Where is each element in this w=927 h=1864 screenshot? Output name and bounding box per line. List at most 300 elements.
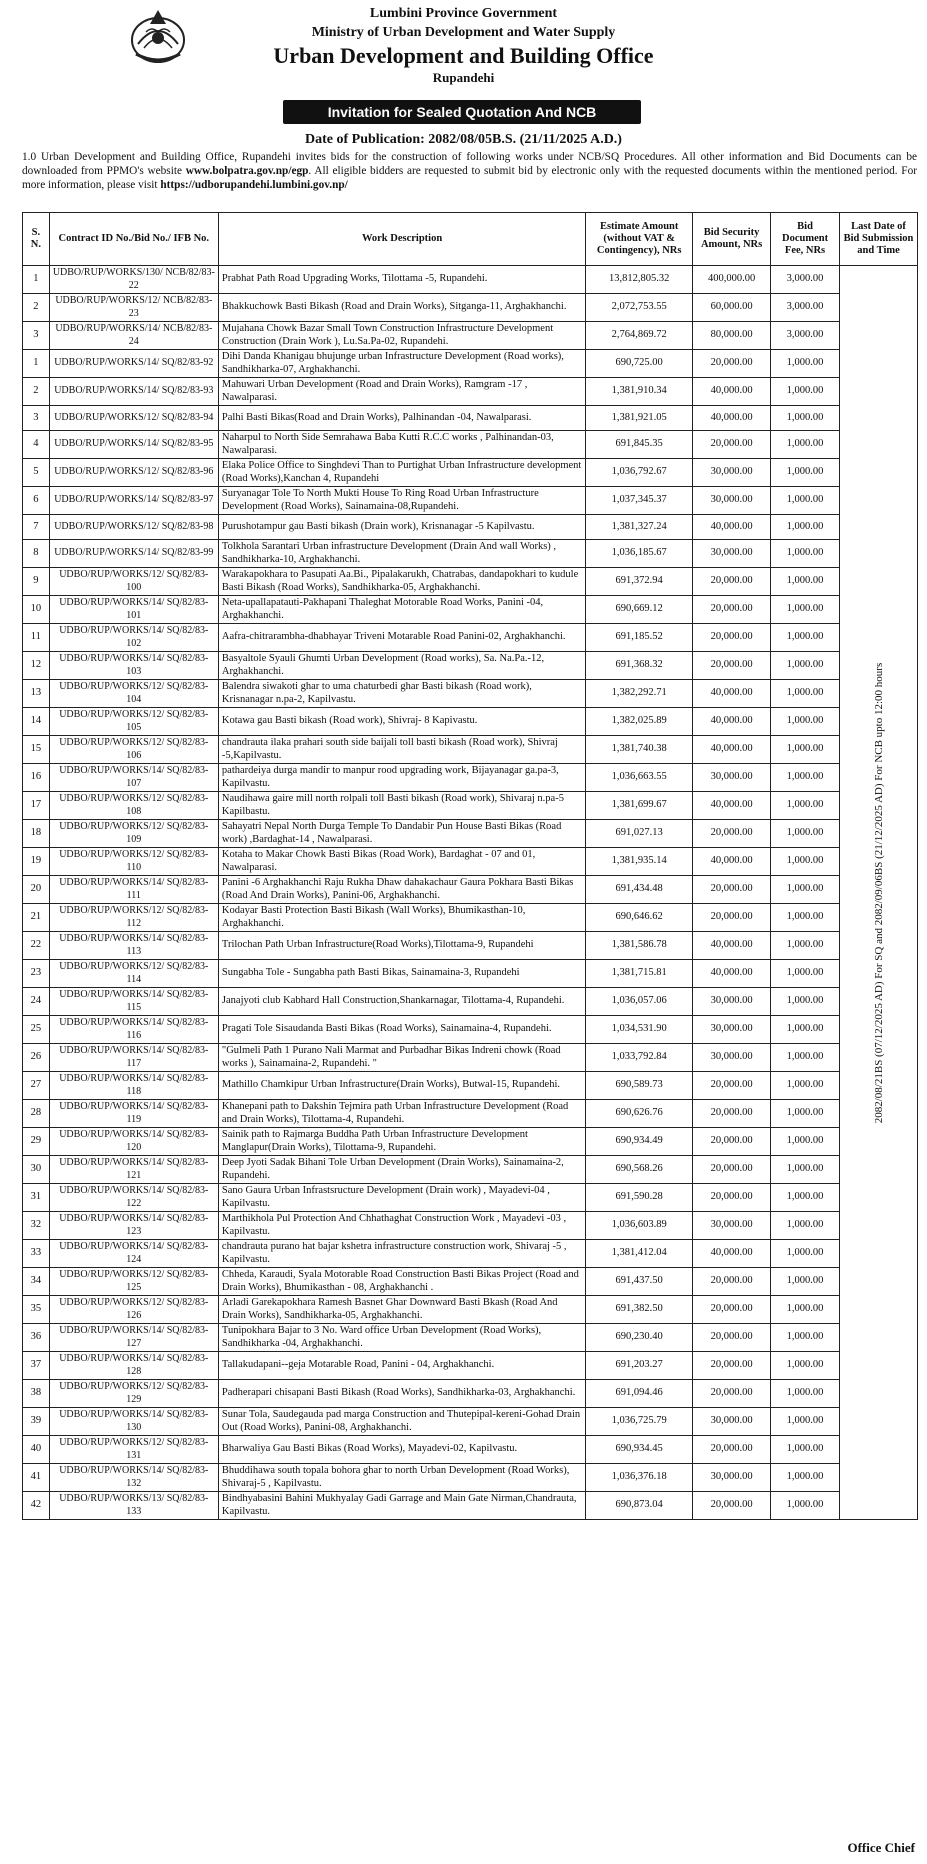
row-sn: 10: [23, 596, 50, 624]
header-contract-id: Contract ID No./Bid No./ IFB No.: [49, 213, 218, 266]
row-description: Panini -6 Arghakhanchi Raju Rukha Dhaw dahakachaur Gaura Pokhara Basti Bikas (Road And Drain Works), Panini-06, Arghakhanchi.: [218, 876, 585, 904]
row-sn: 29: [23, 1128, 50, 1156]
row-contract-id: UDBO/RUP/WORKS/14/ SQ/82/83-119: [49, 1100, 218, 1128]
row-estimate: 690,873.04: [586, 1492, 693, 1520]
row-contract-id: UDBO/RUP/WORKS/14/ SQ/82/83-130: [49, 1408, 218, 1436]
row-description: Dihi Danda Khanigau bhujunge urban Infrastructure Development (Road works), Sandhikharka-07, Arghakhanchi.: [218, 350, 585, 378]
row-contract-id: UDBO/RUP/WORKS/12/ SQ/82/83-94: [49, 406, 218, 431]
row-contract-id: UDBO/RUP/WORKS/14/ SQ/82/83-124: [49, 1240, 218, 1268]
row-description: Sainik path to Rajmarga Buddha Path Urban Infrastructure Development Manglapur(Drain Works), Tilottama-9, Rupandehi.: [218, 1128, 585, 1156]
row-estimate: 1,033,792.84: [586, 1044, 693, 1072]
row-sn: 23: [23, 960, 50, 988]
table-row: [23, 1408, 918, 1436]
row-description: Kodayar Basti Protection Basti Bikash (Wall Works), Bhumikasthan-10, Arghakhanchi.: [218, 904, 585, 932]
row-description: Deep Jyoti Sadak Bihani Tole Urban Development (Drain Works), Sainamaina-2, Rupandehi.: [218, 1156, 585, 1184]
row-description: Prabhat Path Road Upgrading Works, Tilottama -5, Rupandehi.: [218, 266, 585, 294]
row-security: 30,000.00: [693, 988, 771, 1016]
row-sn: 33: [23, 1240, 50, 1268]
table-row: [23, 652, 918, 680]
table-row: [23, 487, 918, 515]
row-estimate: 690,934.45: [586, 1436, 693, 1464]
row-estimate: 1,381,327.24: [586, 515, 693, 540]
row-estimate: 690,568.26: [586, 1156, 693, 1184]
row-doc-fee: 1,000.00: [771, 515, 840, 540]
row-security: 20,000.00: [693, 1268, 771, 1296]
row-sn: 38: [23, 1380, 50, 1408]
notice-title-banner: Invitation for Sealed Quotation And NCB: [283, 100, 641, 124]
row-contract-id: UDBO/RUP/WORKS/12/ SQ/82/83-105: [49, 708, 218, 736]
table-row: [23, 515, 918, 540]
row-doc-fee: 1,000.00: [771, 1436, 840, 1464]
government-name: Lumbini Province Government: [369, 6, 558, 21]
ppmo-website-link[interactable]: www.bolpatra.gov.np/egp: [185, 165, 309, 177]
table-row: [23, 350, 918, 378]
row-contract-id: UDBO/RUP/WORKS/14/ SQ/82/83-122: [49, 1184, 218, 1212]
table-row: [23, 876, 918, 904]
row-contract-id: UDBO/RUP/WORKS/14/ SQ/82/83-101: [49, 596, 218, 624]
row-estimate: 13,812,805.32: [586, 266, 693, 294]
row-description: Marthikhola Pul Protection And Chhathaghat Construction Work , Mayadevi -03 , Kapilvastu.: [218, 1212, 585, 1240]
row-sn: 26: [23, 1044, 50, 1072]
row-doc-fee: 1,000.00: [771, 932, 840, 960]
table-row: [23, 792, 918, 820]
table-row: [23, 1240, 918, 1268]
table-row: [23, 1156, 918, 1184]
row-security: 20,000.00: [693, 652, 771, 680]
row-security: 20,000.00: [693, 350, 771, 378]
table-row: [23, 1464, 918, 1492]
header-description: Work Description: [218, 213, 585, 266]
row-estimate: 691,368.32: [586, 652, 693, 680]
row-contract-id: UDBO/RUP/WORKS/14/ SQ/82/83-128: [49, 1352, 218, 1380]
row-estimate: 691,590.28: [586, 1184, 693, 1212]
row-description: Basyaltole Syauli Ghumti Urban Development (Road works), Sa. Na.Pa.-12, Arghakhanchi.: [218, 652, 585, 680]
row-sn: 8: [23, 540, 50, 568]
table-row: [23, 1044, 918, 1072]
row-estimate: 691,437.50: [586, 1268, 693, 1296]
table-row: [23, 1324, 918, 1352]
row-description: "Gulmeli Path 1 Purano Nali Marmat and Purbadhar Bikas Indreni chowk (Road works ), Sainamaina-2, Rupandehi. ": [218, 1044, 585, 1072]
row-contract-id: UDBO/RUP/WORKS/12/ SQ/82/83-110: [49, 848, 218, 876]
row-doc-fee: 1,000.00: [771, 596, 840, 624]
row-security: 30,000.00: [693, 1464, 771, 1492]
row-sn: 6: [23, 487, 50, 515]
row-sn: 1: [23, 350, 50, 378]
row-doc-fee: 1,000.00: [771, 736, 840, 764]
row-description: Sano Gaura Urban Infrastsructure Development (Drain work) , Mayadevi-04 , Kapilvastu.: [218, 1184, 585, 1212]
row-estimate: 691,434.48: [586, 876, 693, 904]
row-doc-fee: 1,000.00: [771, 848, 840, 876]
row-security: 20,000.00: [693, 876, 771, 904]
row-contract-id: UDBO/RUP/WORKS/14/ SQ/82/83-92: [49, 350, 218, 378]
row-estimate: 690,646.62: [586, 904, 693, 932]
row-estimate: 690,626.76: [586, 1100, 693, 1128]
row-estimate: 1,036,603.89: [586, 1212, 693, 1240]
row-contract-id: UDBO/RUP/WORKS/14/ SQ/82/83-127: [49, 1324, 218, 1352]
row-estimate: 691,094.46: [586, 1380, 693, 1408]
row-contract-id: UDBO/RUP/WORKS/14/ SQ/82/83-115: [49, 988, 218, 1016]
row-security: 30,000.00: [693, 1044, 771, 1072]
row-doc-fee: 1,000.00: [771, 1072, 840, 1100]
intro-paragraph: [22, 150, 917, 192]
row-contract-id: UDBO/RUP/WORKS/12/ SQ/82/83-126: [49, 1296, 218, 1324]
row-sn: 1: [23, 266, 50, 294]
row-security: 40,000.00: [693, 378, 771, 406]
row-doc-fee: 1,000.00: [771, 1492, 840, 1520]
row-estimate: 691,203.27: [586, 1352, 693, 1380]
table-row: [23, 1352, 918, 1380]
row-description: Aafra-chitrarambha-dhabhayar Triveni Motarable Road Panini-02, Arghakhanchi.: [218, 624, 585, 652]
row-estimate: 1,036,792.67: [586, 459, 693, 487]
row-estimate: 690,725.00: [586, 350, 693, 378]
row-description: Suryanagar Tole To North Mukti House To Ring Road Urban Infrastructure Development (Road Works), Sainamaina-08,Rupandehi.: [218, 487, 585, 515]
row-description: Balendra siwakoti ghar to uma chaturbedi ghar Basti bikash (Road work), Krisnanagar n.pa-2, Kapilvastu.: [218, 680, 585, 708]
row-estimate: 2,072,753.55: [586, 294, 693, 322]
row-sn: 18: [23, 820, 50, 848]
row-description: Tallakudapani--geja Motarable Road, Panini - 04, Arghakhanchi.: [218, 1352, 585, 1380]
row-doc-fee: 1,000.00: [771, 988, 840, 1016]
row-sn: 20: [23, 876, 50, 904]
table-row: [23, 1212, 918, 1240]
row-estimate: 691,372.94: [586, 568, 693, 596]
row-doc-fee: 1,000.00: [771, 1464, 840, 1492]
row-sn: 37: [23, 1352, 50, 1380]
row-description: Arladi Garekapokhara Ramesh Basnet Ghar Downward Basti Bkash (Road And Drain Works), Sandhikharka-05, Arghakhanchi.: [218, 1296, 585, 1324]
row-contract-id: UDBO/RUP/WORKS/12/ SQ/82/83-106: [49, 736, 218, 764]
row-contract-id: UDBO/RUP/WORKS/14/ SQ/82/83-93: [49, 378, 218, 406]
table-row: [23, 294, 918, 322]
row-sn: 41: [23, 1464, 50, 1492]
row-security: 30,000.00: [693, 1408, 771, 1436]
row-contract-id: UDBO/RUP/WORKS/14/ SQ/82/83-102: [49, 624, 218, 652]
row-description: Padherapari chisapani Basti Bikash (Road Works), Sandhikharka-03, Arghakhanchi.: [218, 1380, 585, 1408]
table-body: [23, 266, 918, 1520]
row-doc-fee: 1,000.00: [771, 652, 840, 680]
intro-text-2: . All eligible bidders are requested to submit bid by electronic only with the requested documents within the mentioned period. For more information, please visit: [22, 165, 917, 191]
row-security: 30,000.00: [693, 1016, 771, 1044]
row-sn: 14: [23, 708, 50, 736]
row-contract-id: UDBO/RUP/WORKS/12/ NCB/82/83-23: [49, 294, 218, 322]
row-security: 20,000.00: [693, 1156, 771, 1184]
row-sn: 25: [23, 1016, 50, 1044]
row-security: 20,000.00: [693, 1324, 771, 1352]
table-row: [23, 431, 918, 459]
row-contract-id: UDBO/RUP/WORKS/14/ SQ/82/83-117: [49, 1044, 218, 1072]
row-contract-id: UDBO/RUP/WORKS/12/ SQ/82/83-104: [49, 680, 218, 708]
row-security: 20,000.00: [693, 568, 771, 596]
row-security: 30,000.00: [693, 540, 771, 568]
row-contract-id: UDBO/RUP/WORKS/130/ NCB/82/83-22: [49, 266, 218, 294]
row-doc-fee: 1,000.00: [771, 1100, 840, 1128]
row-contract-id: UDBO/RUP/WORKS/12/ SQ/82/83-100: [49, 568, 218, 596]
row-contract-id: UDBO/RUP/WORKS/14/ SQ/82/83-103: [49, 652, 218, 680]
row-sn: 22: [23, 932, 50, 960]
table-row: [23, 1268, 918, 1296]
row-security: 40,000.00: [693, 515, 771, 540]
notice-header: [0, 0, 927, 120]
row-security: 80,000.00: [693, 322, 771, 350]
row-doc-fee: 1,000.00: [771, 680, 840, 708]
row-sn: 17: [23, 792, 50, 820]
row-doc-fee: 1,000.00: [771, 1044, 840, 1072]
row-doc-fee: 1,000.00: [771, 1184, 840, 1212]
row-contract-id: UDBO/RUP/WORKS/14/ SQ/82/83-132: [49, 1464, 218, 1492]
row-sn: 28: [23, 1100, 50, 1128]
row-estimate: 1,382,292.71: [586, 680, 693, 708]
row-sn: 30: [23, 1156, 50, 1184]
table-row: [23, 266, 918, 294]
row-sn: 27: [23, 1072, 50, 1100]
row-security: 40,000.00: [693, 792, 771, 820]
row-sn: 2: [23, 294, 50, 322]
row-sn: 4: [23, 431, 50, 459]
table-row: [23, 322, 918, 350]
row-description: Trilochan Path Urban Infrastructure(Road Works),Tilottama-9, Rupandehi: [218, 932, 585, 960]
tender-table: [22, 212, 918, 1520]
row-security: 30,000.00: [693, 487, 771, 515]
row-sn: 11: [23, 624, 50, 652]
office-location: Rupandehi: [432, 70, 495, 85]
row-description: Sunar Tola, Saudegauda pad marga Construction and Thutepipal-kereni-Gohad Drain Out (Road Works), Panini-08, Arghakhanchi.: [218, 1408, 585, 1436]
table-row: [23, 624, 918, 652]
row-security: 20,000.00: [693, 820, 771, 848]
row-estimate: 1,381,935.14: [586, 848, 693, 876]
row-doc-fee: 1,000.00: [771, 904, 840, 932]
table-row: [23, 596, 918, 624]
table-row: [23, 1380, 918, 1408]
table-row: [23, 736, 918, 764]
row-description: Bharwaliya Gau Basti Bikas (Road Works), Mayadevi-02, Kapilvastu.: [218, 1436, 585, 1464]
table-row: [23, 1128, 918, 1156]
row-description: Kotaha to Makar Chowk Basti Bikas (Road Work), Bardaghat - 07 and 01, Nawalparasi.: [218, 848, 585, 876]
row-estimate: 1,037,345.37: [586, 487, 693, 515]
row-description: Bhakkuchowk Basti Bikash (Road and Drain Works), Sitganga-11, Arghakhanchi.: [218, 294, 585, 322]
row-doc-fee: 1,000.00: [771, 624, 840, 652]
row-contract-id: UDBO/RUP/WORKS/14/ SQ/82/83-97: [49, 487, 218, 515]
row-contract-id: UDBO/RUP/WORKS/14/ SQ/82/83-111: [49, 876, 218, 904]
row-contract-id: UDBO/RUP/WORKS/14/ SQ/82/83-118: [49, 1072, 218, 1100]
row-security: 20,000.00: [693, 431, 771, 459]
row-doc-fee: 1,000.00: [771, 1352, 840, 1380]
row-doc-fee: 1,000.00: [771, 487, 840, 515]
row-description: Janajyoti club Kabhard Hall Construction,Shankarnagar, Tilottama-4, Rupandehi.: [218, 988, 585, 1016]
table-header-row: [23, 213, 918, 266]
row-estimate: 691,027.13: [586, 820, 693, 848]
row-doc-fee: 1,000.00: [771, 406, 840, 431]
row-description: Bhuddihawa south topala bohora ghar to north Urban Development (Road Works), Shivaraj-5 , Kapilvastu.: [218, 1464, 585, 1492]
row-security: 40,000.00: [693, 680, 771, 708]
row-description: Mujahana Chowk Bazar Small Town Construction Infrastructure Development Construction (Drain Work ), Lu.Sa.Pa-02, Rupandehi.: [218, 322, 585, 350]
office-name: Urban Development and Building Office: [273, 43, 654, 68]
row-sn: 15: [23, 736, 50, 764]
table-row: [23, 1296, 918, 1324]
header-sn: S. N.: [23, 213, 50, 266]
row-doc-fee: 1,000.00: [771, 1016, 840, 1044]
row-sn: 7: [23, 515, 50, 540]
row-contract-id: UDBO/RUP/WORKS/12/ SQ/82/83-108: [49, 792, 218, 820]
row-contract-id: UDBO/RUP/WORKS/12/ SQ/82/83-114: [49, 960, 218, 988]
row-security: 30,000.00: [693, 764, 771, 792]
row-estimate: 1,381,715.81: [586, 960, 693, 988]
row-description: Sungabha Tole - Sungabha path Basti Bikas, Sainamaina-3, Rupandehi: [218, 960, 585, 988]
row-description: Tunipokhara Bajar to 3 No. Ward office Urban Development (Road Works), Sandhikharka -04, Arghakhanchi.: [218, 1324, 585, 1352]
row-estimate: 1,034,531.90: [586, 1016, 693, 1044]
table-row: [23, 406, 918, 431]
row-estimate: 1,381,412.04: [586, 1240, 693, 1268]
row-sn: 9: [23, 568, 50, 596]
header-estimate: Estimate Amount (without VAT & Contingency), NRs: [586, 213, 693, 266]
row-sn: 34: [23, 1268, 50, 1296]
row-estimate: 1,036,663.55: [586, 764, 693, 792]
row-doc-fee: 1,000.00: [771, 1268, 840, 1296]
table-row: [23, 708, 918, 736]
row-security: 20,000.00: [693, 1492, 771, 1520]
table-row: [23, 459, 918, 487]
row-security: 40,000.00: [693, 848, 771, 876]
row-sn: 19: [23, 848, 50, 876]
table-row: [23, 680, 918, 708]
row-description: Naudihawa gaire mill north rolpali toll Basti bikash (Road work), Shivaraj n.pa-5 Kapilbastu.: [218, 792, 585, 820]
row-doc-fee: 1,000.00: [771, 1324, 840, 1352]
row-security: 60,000.00: [693, 294, 771, 322]
table-row: [23, 1016, 918, 1044]
row-estimate: 691,845.35: [586, 431, 693, 459]
table-row: [23, 1184, 918, 1212]
deadline-text: 2082/08/21BS (07/12/2025 AD) For SQ and 2082/09/06BS (21/12/2025 AD) For NCB upto 12:00 hours: [872, 662, 885, 1123]
row-security: 20,000.00: [693, 596, 771, 624]
row-sn: 31: [23, 1184, 50, 1212]
row-security: 40,000.00: [693, 736, 771, 764]
row-security: 20,000.00: [693, 624, 771, 652]
row-contract-id: UDBO/RUP/WORKS/12/ SQ/82/83-109: [49, 820, 218, 848]
row-doc-fee: 1,000.00: [771, 820, 840, 848]
row-contract-id: UDBO/RUP/WORKS/14/ SQ/82/83-121: [49, 1156, 218, 1184]
row-doc-fee: 1,000.00: [771, 459, 840, 487]
row-sn: 42: [23, 1492, 50, 1520]
row-contract-id: UDBO/RUP/WORKS/13/ SQ/82/83-133: [49, 1492, 218, 1520]
row-security: 40,000.00: [693, 1240, 771, 1268]
ministry-name: Ministry of Urban Development and Water Supply: [311, 25, 616, 40]
row-sn: 5: [23, 459, 50, 487]
table-row: [23, 1100, 918, 1128]
row-estimate: 691,382.50: [586, 1296, 693, 1324]
table-row: [23, 932, 918, 960]
intro-text-1: 1.0 Urban Development and Building Office, Rupandehi invites bids for the construction of following works under NCB/SQ Procedures. All other information and Bid Documents can be downloaded from PPMO's website: [22, 151, 917, 177]
row-sn: 3: [23, 322, 50, 350]
row-contract-id: UDBO/RUP/WORKS/12/ SQ/82/83-112: [49, 904, 218, 932]
row-doc-fee: 1,000.00: [771, 1408, 840, 1436]
row-description: Kotawa gau Basti bikash (Road work), Shivraj- 8 Kapivastu.: [218, 708, 585, 736]
row-security: 400,000.00: [693, 266, 771, 294]
row-estimate: 1,036,185.67: [586, 540, 693, 568]
row-security: 20,000.00: [693, 1184, 771, 1212]
row-description: Naharpul to North Side Semrahawa Baba Kutti R.C.C works , Palhinandan-03, Nawalparasi.: [218, 431, 585, 459]
table-row: [23, 988, 918, 1016]
row-security: 40,000.00: [693, 406, 771, 431]
row-contract-id: UDBO/RUP/WORKS/14/ SQ/82/83-116: [49, 1016, 218, 1044]
row-doc-fee: 1,000.00: [771, 350, 840, 378]
row-estimate: 690,934.49: [586, 1128, 693, 1156]
table-row: [23, 960, 918, 988]
row-doc-fee: 3,000.00: [771, 266, 840, 294]
row-description: chandrauta purano hat bajar kshetra infrastructure construction work, Shivaraj -5 , Kapilvastu.: [218, 1240, 585, 1268]
row-description: Tolkhola Sarantari Urban infrastructure Development (Drain And wall Works) , Sandhikharka-10, Arghakhanchi.: [218, 540, 585, 568]
row-estimate: 1,036,057.06: [586, 988, 693, 1016]
row-description: Pragati Tole Sisaudanda Basti Bikas (Road Works), Sainamaina-4, Rupandehi.: [218, 1016, 585, 1044]
row-security: 20,000.00: [693, 1296, 771, 1324]
row-description: Palhi Basti Bikas(Road and Drain Works), Palhinandan -04, Nawalparasi.: [218, 406, 585, 431]
row-contract-id: UDBO/RUP/WORKS/14/ SQ/82/83-123: [49, 1212, 218, 1240]
table-row: [23, 378, 918, 406]
row-doc-fee: 1,000.00: [771, 540, 840, 568]
row-estimate: 690,669.12: [586, 596, 693, 624]
row-description: chandrauta ilaka prahari south side baijali toll basti bikash (Road work), Shivraj -5,Kapilvastu.: [218, 736, 585, 764]
row-doc-fee: 3,000.00: [771, 294, 840, 322]
row-estimate: 1,381,586.78: [586, 932, 693, 960]
header-doc-fee: Bid Document Fee, NRs: [771, 213, 840, 266]
row-contract-id: UDBO/RUP/WORKS/14/ SQ/82/83-95: [49, 431, 218, 459]
row-contract-id: UDBO/RUP/WORKS/12/ SQ/82/83-96: [49, 459, 218, 487]
row-contract-id: UDBO/RUP/WORKS/14/ NCB/82/83-24: [49, 322, 218, 350]
row-estimate: 2,764,869.72: [586, 322, 693, 350]
office-website-link[interactable]: https://udborupandehi.lumbini.gov.np/: [160, 179, 348, 191]
row-sn: 3: [23, 406, 50, 431]
row-description: Bindhyabasini Bahini Mukhyalay Gadi Garrage and Main Gate Nirman,Chandrauta, Kapilvastu.: [218, 1492, 585, 1520]
row-contract-id: UDBO/RUP/WORKS/12/ SQ/82/83-129: [49, 1380, 218, 1408]
row-doc-fee: 1,000.00: [771, 1128, 840, 1156]
row-doc-fee: 1,000.00: [771, 960, 840, 988]
row-estimate: 690,589.73: [586, 1072, 693, 1100]
row-description: pathardeiya durga mandir to manpur rood upgrading work, Bijayanagar ga.pa-3, Kapilvastu.: [218, 764, 585, 792]
row-security: 20,000.00: [693, 1128, 771, 1156]
row-contract-id: UDBO/RUP/WORKS/14/ SQ/82/83-107: [49, 764, 218, 792]
row-doc-fee: 1,000.00: [771, 1296, 840, 1324]
row-doc-fee: 1,000.00: [771, 431, 840, 459]
table-row: [23, 764, 918, 792]
row-doc-fee: 1,000.00: [771, 1240, 840, 1268]
header-deadline: Last Date of Bid Submission and Time: [840, 213, 918, 266]
row-estimate: 1,381,740.38: [586, 736, 693, 764]
table-row: [23, 848, 918, 876]
table-row: [23, 1436, 918, 1464]
row-estimate: 1,381,921.05: [586, 406, 693, 431]
row-doc-fee: 1,000.00: [771, 1212, 840, 1240]
row-security: 20,000.00: [693, 1352, 771, 1380]
table-row: [23, 540, 918, 568]
row-sn: 35: [23, 1296, 50, 1324]
row-security: 30,000.00: [693, 459, 771, 487]
row-doc-fee: 1,000.00: [771, 876, 840, 904]
table-row: [23, 1072, 918, 1100]
row-description: Khanepani path to Dakshin Tejmira path Urban Infrastructure Development (Road and Drain Works), Tilottama-4, Rupandehi.: [218, 1100, 585, 1128]
row-sn: 16: [23, 764, 50, 792]
row-estimate: 1,036,725.79: [586, 1408, 693, 1436]
row-contract-id: UDBO/RUP/WORKS/14/ SQ/82/83-120: [49, 1128, 218, 1156]
row-doc-fee: 1,000.00: [771, 378, 840, 406]
row-security: 40,000.00: [693, 932, 771, 960]
row-estimate: 1,036,376.18: [586, 1464, 693, 1492]
row-doc-fee: 1,000.00: [771, 764, 840, 792]
row-estimate: 1,381,910.34: [586, 378, 693, 406]
row-doc-fee: 1,000.00: [771, 1380, 840, 1408]
row-doc-fee: 1,000.00: [771, 1156, 840, 1184]
row-description: Mathillo Chamkipur Urban Infrastructure(Drain Works), Butwal-15, Rupandehi.: [218, 1072, 585, 1100]
row-contract-id: UDBO/RUP/WORKS/12/ SQ/82/83-125: [49, 1268, 218, 1296]
row-security: 20,000.00: [693, 1100, 771, 1128]
row-estimate: 1,381,699.67: [586, 792, 693, 820]
row-contract-id: UDBO/RUP/WORKS/12/ SQ/82/83-131: [49, 1436, 218, 1464]
row-contract-id: UDBO/RUP/WORKS/12/ SQ/82/83-98: [49, 515, 218, 540]
